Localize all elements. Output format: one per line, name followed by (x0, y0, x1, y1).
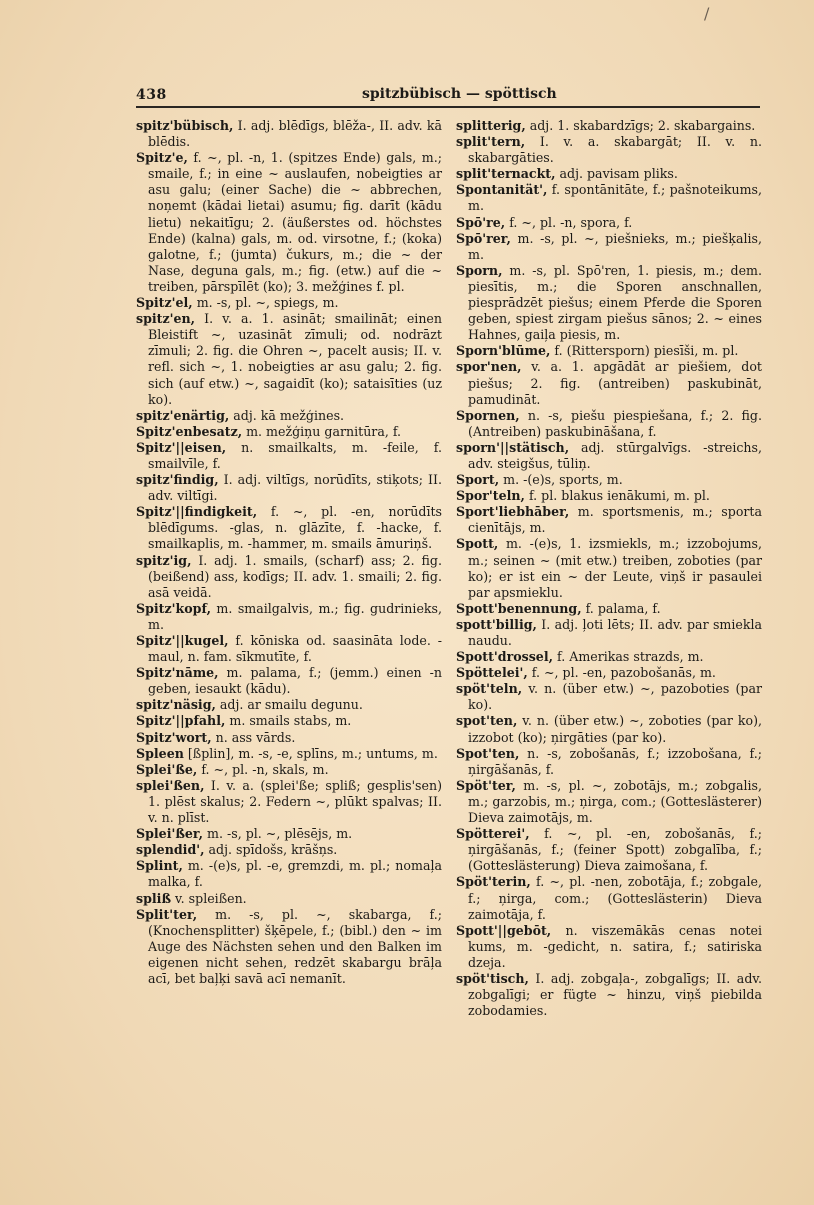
entry-definition: f. ~, pl. -nen, zobotāja, f.; zobgale, f.; ņirga, com.; (Gotteslästerin) Dieva zaimotāja, f. (468, 874, 762, 922)
entry-definition: m. smailgalvis, m.; fig. gudrinieks, m. (148, 600, 442, 632)
dictionary-entry (456, 746, 762, 778)
entry-definition: m. mežģiņu garnitūra, f. (242, 423, 402, 439)
entry-definition: f. Amerikas strazds, m. (553, 649, 704, 665)
dictionary-entry (456, 778, 762, 826)
dictionary-entry (456, 472, 762, 488)
entry-headword: Spitz'e, (136, 150, 188, 166)
left-column (136, 118, 442, 987)
entry-definition: adj. kā mežģines. (229, 407, 345, 423)
entry-headword: Spott'benennung, (456, 600, 582, 616)
entry-headword: Spitz'nāme, (136, 665, 219, 681)
dictionary-entry (136, 891, 442, 907)
dictionary-entry (136, 907, 442, 987)
entry-definition: n. -s, zobošanās, f.; izzobošana, f.; ņirgāšanās, f. (468, 745, 762, 777)
entry-definition: f. (Rittersporn) piesīši, m. pl. (550, 343, 739, 359)
entry-definition: I. adj. 1. smails, (scharf) ass; 2. fig. (beißend) ass, kodīgs; II. adv. 1. smaili; 2. fig. asā veidā. (148, 552, 442, 600)
entry-headword: Splint, (136, 858, 183, 874)
entry-definition: f. ~, pl. -n, spora, f. (505, 214, 633, 230)
dictionary-entry (136, 408, 442, 424)
dictionary-entry (136, 472, 442, 504)
dictionary-entry (136, 842, 442, 858)
entry-headword: spot'ten, (456, 713, 518, 729)
header-rule (136, 106, 760, 108)
entry-definition: I. adj. viltīgs, norūdīts, stiķots; II. adv. viltīgi. (148, 472, 442, 504)
dictionary-entry (136, 665, 442, 697)
dictionary-entry (136, 601, 442, 633)
entry-definition: f. ~, pl. -n, skals, m. (197, 761, 329, 777)
dictionary-entry (456, 681, 762, 713)
entry-definition: v. n. (über etw.) ~, zoboties (par ko), izzobot (ko); ņirgāties (par ko). (468, 713, 762, 745)
entry-definition: adj. stūrgalvīgs. -streichs, adv. steigšus, tūliņ. (468, 439, 762, 471)
entry-headword: spöt'tisch, (456, 970, 529, 986)
entry-definition: adj. ar smailu degunu. (215, 697, 363, 713)
dictionary-entry (456, 263, 762, 343)
entry-definition: m. -s, pl. ~, spiegs, m. (192, 295, 339, 311)
entry-definition: f. ~, pl. -n, 1. (spitzes Ende) gals, m.; smaile, f.; in eine ~ auslaufen, nobeigties ar asu galu; (einer Sache) die ~ abbrechen, noņemt (kādai lietai) asumu; fig. darīt (kādu lietu) nekaitīgu; 2. (äußerstes od. höchstes Ende) (kalna) gals, m. od. virsotne, f.; (koka) galotne, f.; (jumta) čukurs, m.; die ~ der Nase, deguna gals, m.; fig. (etw.) auf die ~ treiben, pārspīlēt (ko); 3. mežģines f. pl. (148, 150, 442, 294)
dictionary-entry (456, 440, 762, 472)
dictionary-entry (136, 553, 442, 601)
dictionary-entry (456, 665, 762, 681)
dictionary-entry (136, 118, 442, 150)
entry-headword: spitz'näsig, (136, 697, 216, 713)
entry-definition: I. v. a. skabargāt; II. v. n. skabargāties. (468, 134, 762, 166)
dictionary-entry (456, 359, 762, 407)
dictionary-entry (136, 713, 442, 729)
dictionary-entry (136, 633, 442, 665)
entry-definition: m. palama, f.; (jemm.) einen -n geben, iesaukt (kādu). (148, 665, 442, 697)
dictionary-entry (136, 858, 442, 890)
dictionary-entry (456, 408, 762, 440)
entry-headword: Spornen, (456, 407, 520, 423)
dictionary-entry (456, 923, 762, 971)
entry-headword: Spöt'ter, (456, 777, 516, 793)
dictionary-entry (136, 440, 442, 472)
dictionary-entry (456, 601, 762, 617)
entry-headword: Spitz'||eisen, (136, 439, 227, 455)
dictionary-entry (136, 295, 442, 311)
entry-headword: split'ternackt, (456, 166, 556, 182)
entry-headword: Sport'liebhāber, (456, 504, 570, 520)
dictionary-entry (136, 778, 442, 826)
dictionary-entry (136, 311, 442, 408)
dictionary-entry (456, 215, 762, 231)
entry-headword: Spor'teln, (456, 488, 525, 504)
dictionary-entry (456, 826, 762, 874)
entry-headword: Spitz'||findigkeit, (136, 504, 258, 520)
entry-definition: n. viszemākās cenas notei kums, m. -gedicht, n. satira, f.; satiriska dzeja. (468, 922, 762, 970)
dictionary-entry (456, 874, 762, 922)
entry-headword: Spitz'el, (136, 295, 193, 311)
entry-headword: Spitz'||kugel, (136, 633, 229, 648)
entry-definition: m. -s, pl. ~, plēsējs, m. (203, 826, 353, 842)
dictionary-entry (456, 134, 762, 166)
entry-headword: spott'billig, (456, 616, 537, 632)
entry-headword: Spō're, (456, 214, 506, 230)
entry-headword: Sporn'blūme, (456, 343, 551, 359)
entry-headword: Spott, (456, 536, 499, 552)
entry-definition: f. ~, pl. -en, pazobošanās, m. (527, 665, 716, 681)
entry-definition: m. -(e)s, sports, m. (499, 472, 623, 488)
entry-definition: [ßplin], m. -s, -e, splīns, m.; untums, m. (183, 745, 438, 761)
entry-definition: f. kōniska od. saasināta lode. -maul, n. fam. sīkmutīte, f. (148, 633, 442, 665)
entry-definition: n. ass vārds. (211, 729, 296, 745)
entry-headword: Splei'ße, (136, 761, 198, 777)
entry-headword: Splei'ßer, (136, 826, 204, 842)
dictionary-entry (456, 182, 762, 214)
entry-definition: f. pl. blakus ienākumi, m. pl. (524, 488, 710, 504)
right-column (456, 118, 762, 1019)
entry-headword: Sport, (456, 472, 500, 488)
entry-definition: adj. 1. skabardzīgs; 2. skabargains. (525, 118, 756, 133)
entry-definition: n. smailkalts, m. -feile, f. smailvīle, f. (148, 439, 442, 471)
entry-headword: spor'nen, (456, 359, 522, 375)
dictionary-entry (136, 697, 442, 713)
entry-headword: spitz'findig, (136, 472, 219, 488)
entry-headword: spitz'enärtig, (136, 407, 230, 423)
dictionary-entry (136, 424, 442, 440)
dictionary-entry (136, 826, 442, 842)
entry-headword: splendid', (136, 842, 205, 858)
dictionary-entry (456, 713, 762, 745)
entry-definition: I. v. a. (splei'ße; spliß; gesplis'sen) 1. plēst skalus; 2. Federn ~, plūkt spalvas; II. v. n. plīst. (148, 777, 442, 826)
entry-headword: spliß (136, 890, 172, 906)
entry-headword: Spötterei', (456, 826, 530, 842)
entry-headword: Spitz'wort, (136, 729, 212, 745)
entry-definition: m. -(e)s, pl. -e, gremzdi, m. pl.; nomaļa malka, f. (148, 858, 442, 890)
dictionary-entry (136, 150, 442, 295)
entry-definition: m. sportsmenis, m.; sporta cienītājs, m. (468, 504, 762, 536)
dictionary-entry (456, 649, 762, 665)
dictionary-entry (456, 166, 762, 182)
entry-headword: Spöttelei', (456, 665, 528, 681)
dictionary-entry (456, 231, 762, 263)
entry-headword: Spot'ten, (456, 745, 520, 761)
entry-definition: m. smails stabs, m. (225, 713, 352, 729)
entry-definition: v. n. (über etw.) ~, pazoboties (par ko). (468, 681, 762, 713)
dictionary-entry (456, 971, 762, 1019)
dictionary-entry (136, 762, 442, 778)
entry-definition: v. a. 1. apgādāt ar piešiem, dot piešus; 2. fig. (antreiben) paskubināt, pamudināt. (468, 359, 762, 407)
page-number: 438 (136, 87, 167, 103)
entry-headword: spitz'ig, (136, 552, 192, 568)
entry-headword: Spontanität', (456, 182, 548, 198)
dictionary-entry (456, 488, 762, 504)
entry-headword: Spott'drossel, (456, 649, 553, 665)
entry-headword: Spō'rer, (456, 230, 511, 246)
entry-definition: f. palama, f. (581, 600, 661, 616)
entry-definition: adj. spīdošs, krāšņs. (204, 842, 338, 858)
entry-definition: I. adj. zobgaļa-, zobgalīgs; II. adv. zobgalīgi; er fügte ~ hinzu, viņš piebilda zobodamies. (468, 970, 762, 1019)
entry-definition: I. adj. blēdīgs, blēža-, II. adv. kā blēdis. (148, 118, 442, 150)
entry-definition: m. -s, pl. ~, zobotājs, m.; zobgalis, m.; garzobis, m.; ņirga, com.; (Gotteslästerer) Dieva zaimotājs, m. (468, 777, 762, 826)
entry-headword: Spitz'enbesatz, (136, 423, 243, 439)
entry-definition: m. -s, pl. Spō'ren, 1. piesis, m.; dem. piesītis, m.; die Sporen anschnallen, piesprādzēt piešus; einem Pferde die Sporen geben, spiest zirgam piešus sānos; 2. ~ eines Hahnes, gaiļa piesis, m. (468, 262, 762, 343)
entry-definition: I. adj. ļoti lēts; II. adv. par smiekla naudu. (468, 616, 762, 648)
entry-definition: m. -s, pl. ~, piešnieks, m.; piešķalis, m. (468, 230, 762, 262)
entry-headword: spitz'bübisch, (136, 118, 234, 133)
dictionary-entry (456, 617, 762, 649)
entry-definition: v. spleißen. (171, 890, 247, 906)
entry-headword: Sporn, (456, 262, 503, 278)
entry-definition: f. ~, pl. -en, norūdīts blēdīgums. -glas, n. glāzīte, f. -hacke, f. smailkaplis, m. -hammer, m. smails āmuriņš. (148, 504, 442, 552)
entry-headword: Spott'||gebōt, (456, 922, 552, 938)
entry-definition: n. -s, piešu piespiešana, f.; 2. fig. (Antreiben) paskubināšana, f. (468, 407, 762, 439)
entry-headword: sporn'||stätisch, (456, 439, 570, 455)
entry-definition: f. spontānitāte, f.; pašnoteikums, m. (468, 182, 762, 214)
corner-mark: / (704, 4, 710, 23)
entry-headword: splei'ßen, (136, 777, 205, 793)
entry-definition: m. -(e)s, 1. izsmiekls, m.; izzobojums, m.; seinen ~ (mit etw.) treiben, zoboties (par ko); er ist ein ~ der Leute, viņš ir pasaulei par apsmieklu. (468, 536, 762, 600)
entry-headword: spöt'teln, (456, 681, 523, 697)
entry-headword: Spleen (136, 745, 184, 761)
dictionary-entry (136, 746, 442, 762)
dictionary-entry (136, 504, 442, 552)
running-head: spitzbübisch — spöttisch (362, 86, 557, 102)
dictionary-entry (136, 730, 442, 746)
dictionary-entry (456, 343, 762, 359)
entry-headword: split'tern, (456, 134, 526, 150)
dictionary-entry (456, 504, 762, 536)
entry-headword: Split'ter, (136, 906, 198, 922)
entry-headword: Spitz'kopf, (136, 600, 211, 616)
entry-definition: adj. pavisam pliks. (555, 166, 678, 182)
entry-headword: spitz'en, (136, 311, 196, 327)
entry-headword: splitterig, (456, 118, 526, 133)
entry-headword: Spöt'terin, (456, 874, 531, 890)
entry-definition: I. v. a. 1. asināt; smailināt; einen Bleistift ~, uzasināt zīmuli; od. nodrāzt zīmuli; 2. fig. die Ohren ~, pacelt ausis; II. v. refl. sich ~, 1. nobeigties ar asu galu; 2. fig. sich (auf etw.) ~, sagaidīt (ko); sataisīties (uz ko). (148, 311, 442, 407)
entry-definition: f. ~, pl. -en, zobošanās, f.; ņirgāšanās, f.; (feiner Spott) zobgalība, f.; (Gotteslästerung) Dieva zaimošana, f. (468, 826, 762, 874)
entry-definition: m. -s, pl. ~, skabarga, f.; (Knochensplitter) šķēpele, f.; (bibl.) den ~ im Auge des Nächsten sehen und den Balken im eigenen nicht sehen, redzēt skabargu brāļa acī, bet baļķi savā acī nemanīt. (148, 906, 442, 986)
dictionary-entry (456, 118, 762, 134)
entry-headword: Spitz'||pfahl, (136, 713, 226, 729)
dictionary-entry (456, 536, 762, 600)
